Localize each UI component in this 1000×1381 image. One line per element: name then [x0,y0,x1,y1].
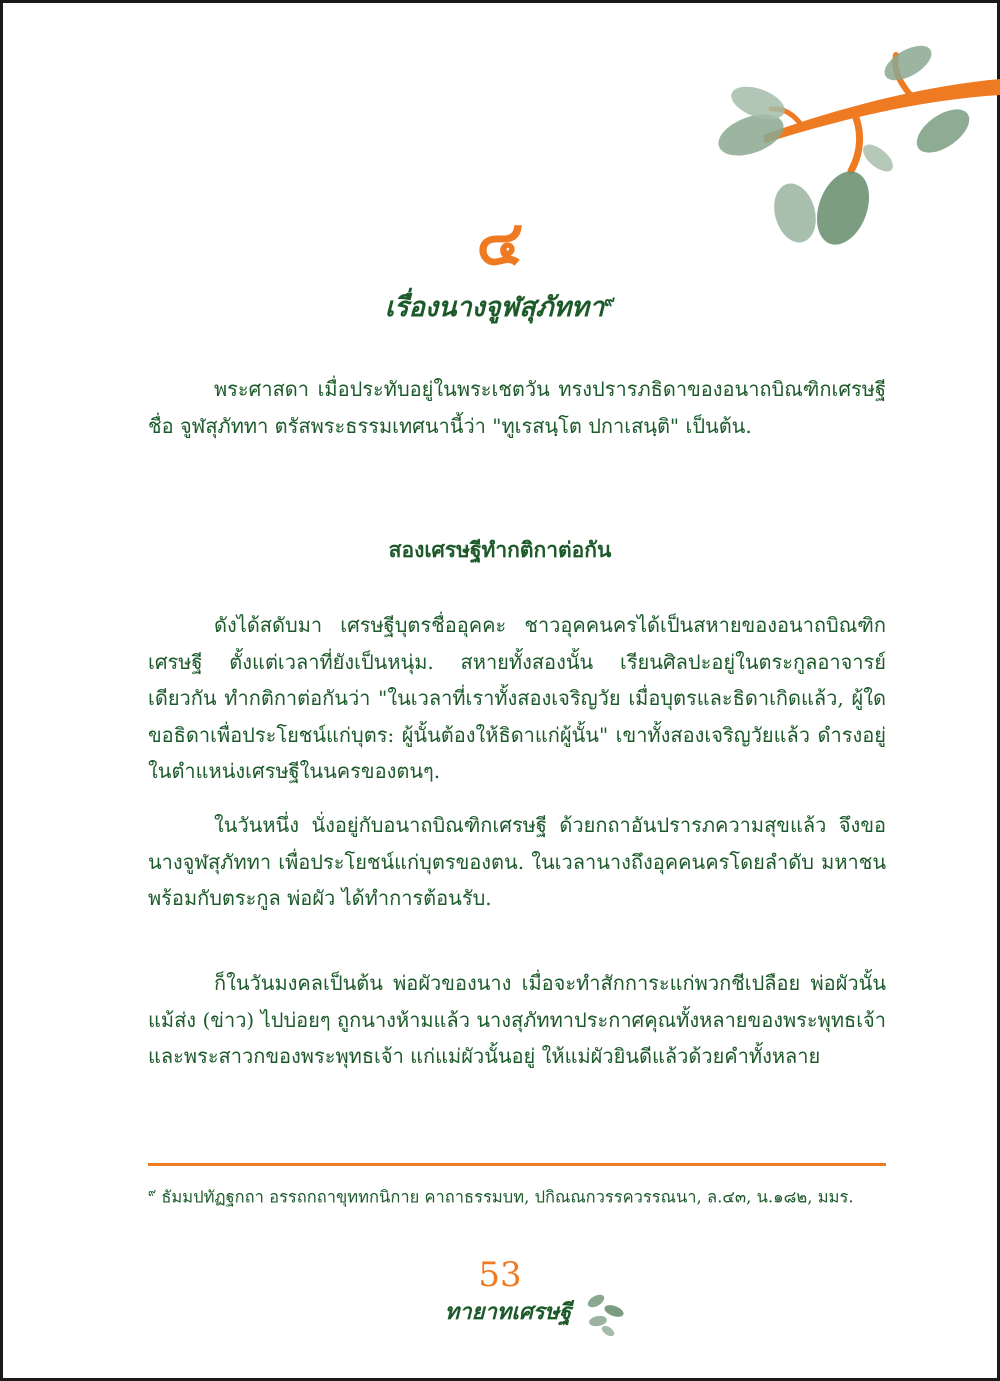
chapter-title-text: เรื่องนางจูฬสุภัททา [384,292,605,323]
chapter-title [3,283,997,326]
footnote-divider [148,1163,886,1166]
section-heading: สองเศรษฐีทำกติกาต่อกัน [388,537,612,562]
chapter-footnote-marker: ๙ [604,292,616,310]
footnote-marker: ๙ [148,1186,157,1199]
section-paragraph-2: ในวันหนึ่ง นั่งอยู่กับอนาถบิณฑิกเศรษฐี ด้วยกถาอันปรารภความสุขแล้ว จึงขอนางจูฬสุภัททา เพื่อประโยชน์แก่บุตรของตน. ในเวลานางถึงอุคคนครโดยลำดับ มหาชนพร้อมกับตระกูล พ่อผัว ได้ทำการต้อนรับ. [148,813,886,910]
section-paragraph-1: ดังได้สดับมา เศรษฐีบุตรชื่ออุคคะ ชาวอุคคนครได้เป็นสหายของอนาถบิณฑิกเศรษฐี ตั้งแต่เวลาที่ยังเป็นหนุ่ม. สหายทั้งสองนั้น เรียนศิลปะอยู่ในตระกูลอาจารย์เดียวกัน ทำกติกาต่อกันว่า "ในเวลาที่เราทั้งสองเจริญวัย เมื่อบุตรและธิดาเกิดแล้ว, ผู้ใดขอธิดาเพื่อประโยชน์แก่บุตร: ผู้นั้นต้องให้ธิดาแก่ผู้นั้น" เขาทั้งสองเจริญวัยแล้ว ดำรงอยู่ในตำแหน่งเศรษฐีในนครของตนๆ. [148,613,886,783]
chapter-number: ๔ [476,206,524,279]
section-paragraph-3: ก็ในวันมงคลเป็นต้น พ่อผัวของนาง เมื่อจะทำสักการะแก่พวกชีเปลือย พ่อผัวนั้น แม้ส่ง (ข่าว) ไปบ่อยๆ ถูกนางห้ามแล้ว นางสุภัททาประกาศคุณทั้งหลายของพระพุทธเจ้า และพระสาวกของพระพุทธเจ้า แก่แม่ผัวนั้นอยู่ ให้แม่ผัวยินดีแล้วด้วยคำทั้งหลาย [148,971,886,1068]
leaf-sprig-icon [578,1289,633,1337]
book-title: ทายาทเศรษฐี [444,1299,572,1325]
footnote-text: ธัมมปทัฏฐกถา อรรถกถาขุททกนิกาย คาถาธรรมบท, ปกิณณกวรรควรรณนา, ล.๔๓, น.๑๘๒, มมร. [161,1187,854,1207]
page-number: 53 [478,1255,522,1295]
intro-paragraph: พระศาสดา เมื่อประทับอยู่ในพระเชตวัน ทรงปรารภธิดาของอนาถบิณฑิกเศรษฐี ชื่อ จูฬสุภัททา ตรัสพระธรรมเทศนานี้ว่า "ทูเรสนฺโต ปกาเสนฺติ" เป็นต้น. [148,377,886,438]
footnote [148,1175,886,1215]
